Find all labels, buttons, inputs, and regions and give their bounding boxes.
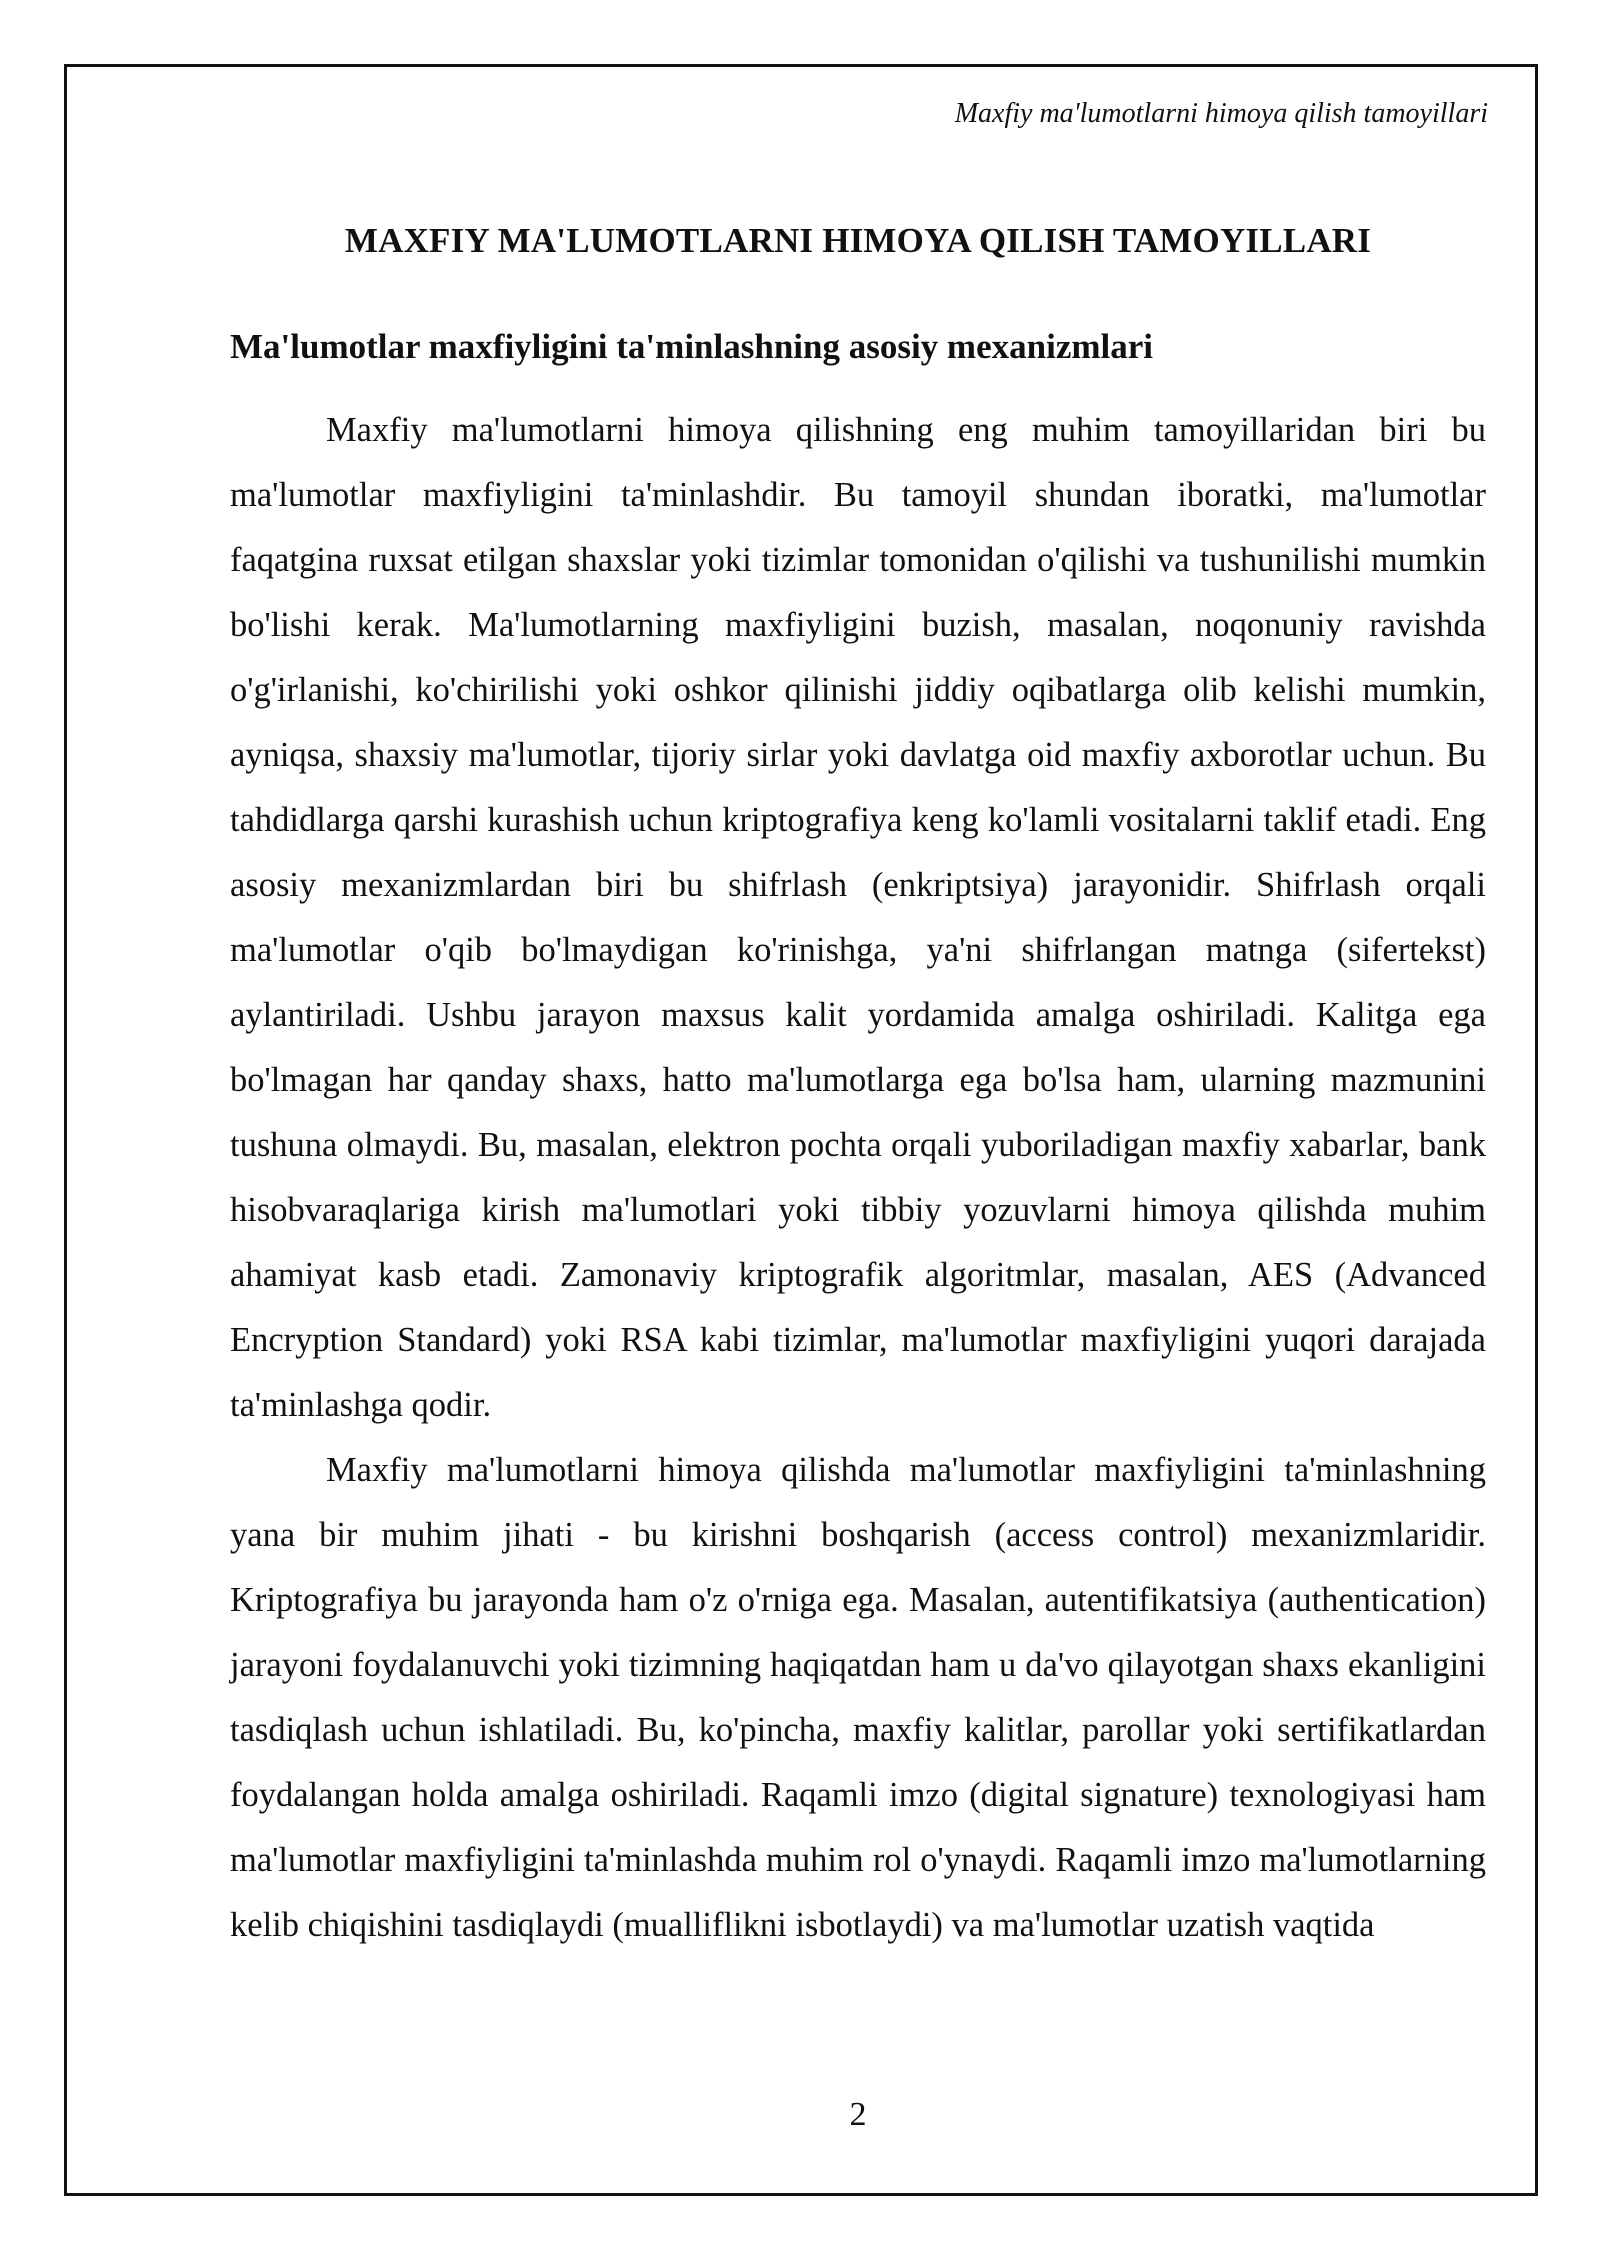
paragraph: Maxfiy ma'lumotlarni himoya qilishning eng muhim tamoyillaridan biri bu ma'lumotlar maxfiyligini ta'minlashdir. Bu tamoyil shundan iboratki, ma'lumotlar faqatgina ruxsat etilgan shaxslar yoki tizimlar tomonidan o'qilishi va tushunilishi mumkin bo'lishi kerak. Ma'lumotlarning maxfiyligini buzish, masalan, noqonuniy ravishda o'g'irlanishi, ko'chirilishi yoki oshkor qilinishi jiddiy oqibatlarga olib kelishi mumkin, ayniqsa, shaxsiy ma'lumotlar, tijoriy sirlar yoki davlatga oid maxfiy axborotlar uchun. Bu tahdidlarga qarshi kurashish uchun kriptografiya keng ko'lamli vositalarni taklif etadi. Eng asosiy mexanizmlardan biri bu shifrlash (enkriptsiya) jarayonidir. Shifrlash orqali ma'lumotlar o'qib bo'lmaydigan ko'rinishga, ya'ni shifrlangan matnga (sifertekst) aylantiriladi. Ushbu jarayon maxsus kalit yordamida amalga oshiriladi. Kalitga ega bo'lmagan har qanday shaxs, hatto ma'lumotlarga ega bo'lsa ham, ularning mazmunini tushuna olmaydi. Bu, masalan, elektron pochta orqali yuboriladigan maxfiy xabarlar, bank hisobvaraqlariga kirish ma'lumotlari yoki tibbiy yozuvlarni himoya qilishda muhim ahamiyat kasb etadi. Zamonaviy kriptografik algoritmlar, masalan, AES (Advanced Encryption Standard) yoki RSA kabi tizimlar, ma'lumotlar maxfiyligini yuqori darajada ta'minlashga qodir. [230,411,1486,1424]
page-number: 2 [849,2096,867,2133]
running-header: Maxfiy ma'lumotlarni himoya qilish tamoyillari [954,98,1488,129]
paragraph: Maxfiy ma'lumotlarni himoya qilishda ma'lumotlar maxfiyligini ta'minlashning yana bir muhim jihati - bu kirishni boshqarish (access control) mexanizmlaridir. Kriptografiya bu jarayonda ham o'z o'rniga ega. Masalan, autentifikatsiya (authentication) jarayoni foydalanuvchi yoki tizimning haqiqatdan ham u da'vo qilayotgan shaxs ekanligini tasdiqlash uchun ishlatiladi. Bu, ko'pincha, maxfiy kalitlar, parollar yoki sertifikatlardan foydalangan holda amalga oshiriladi. Raqamli imzo (digital signature) texnologiyasi ham ma'lumotlar maxfiyligini ta'minlashda muhim rol o'ynaydi. Raqamli imzo ma'lumotlarning kelib chiqishini tasdiqlaydi (mualliflikni isbotlaydi) va ma'lumotlar uzatish vaqtida [230,1451,1486,1944]
body-text [230,398,1486,1958]
document-title: MAXFIY MA'LUMOTLARNI HIMOYA QILISH TAMOYILLARI [344,221,1372,260]
section-heading: Ma'lumotlar maxfiyligini ta'minlashning asosiy mexanizmlari [230,327,1153,366]
